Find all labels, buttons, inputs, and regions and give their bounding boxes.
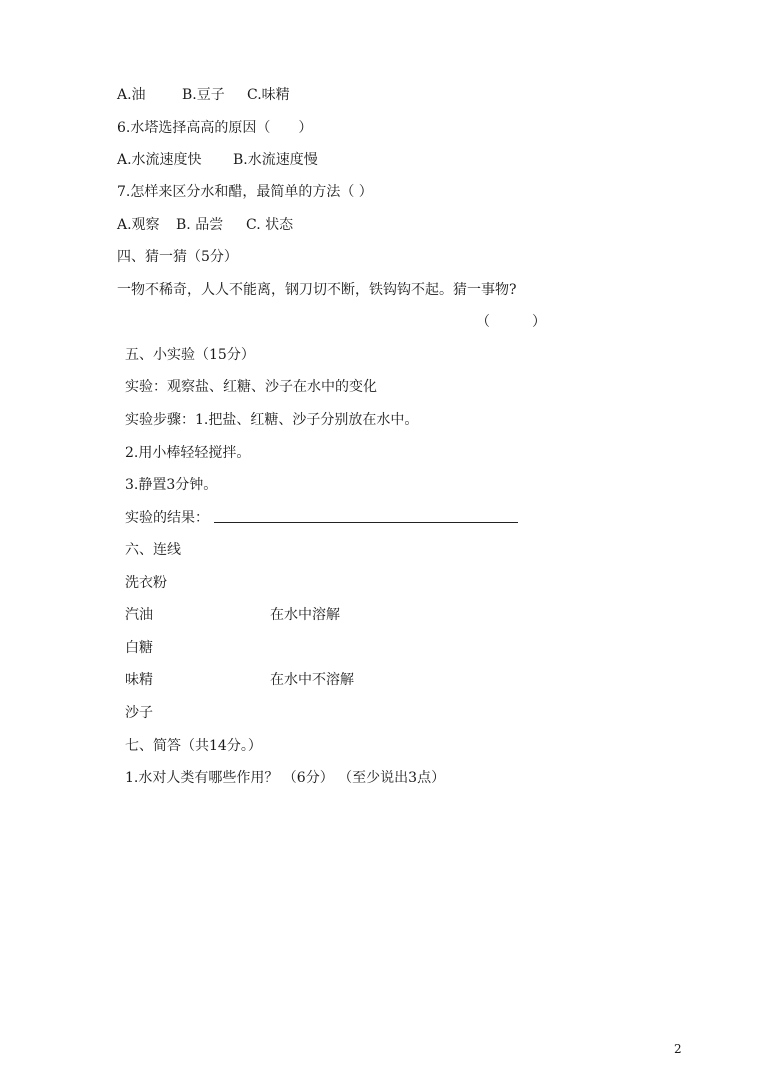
q6-option-a: A.水流速度快 xyxy=(117,152,202,168)
section5-step2: 2.用小棒轻轻搅拌。 xyxy=(125,445,251,461)
section5-step3: 3.静置3分钟。 xyxy=(125,477,218,493)
result-answer-line xyxy=(214,522,518,523)
section5-title: 五、小实验（15分） xyxy=(125,347,255,363)
match-left-item: 味精 xyxy=(125,672,153,688)
q6-option-b: B.水流速度慢 xyxy=(233,152,318,168)
section4-answer-blank: （ ） xyxy=(476,314,546,330)
match-right-item: 在水中溶解 xyxy=(270,607,340,623)
q6-options xyxy=(117,151,318,169)
section6-title: 六、连线 xyxy=(125,542,181,558)
q7-option-a: A.观察 xyxy=(117,217,160,233)
q7-options xyxy=(117,216,294,234)
section7-title: 七、简答（共14分。） xyxy=(125,738,262,754)
q7-option-b: B. 品尝 xyxy=(176,217,224,233)
match-left-item: 洗衣粉 xyxy=(125,575,167,591)
section4-riddle: 一物不稀奇，人人不能离，钢刀切不断，铁钩钩不起。猜一事物? xyxy=(117,282,517,298)
section4-title: 四、猜一猜（5分） xyxy=(117,249,238,265)
match-left-item: 白糖 xyxy=(125,640,153,656)
q5-options xyxy=(117,86,290,104)
q5-option-c: C.味精 xyxy=(247,87,290,103)
section5-result-label: 实验的结果： xyxy=(125,510,209,526)
match-left-item: 沙子 xyxy=(125,705,153,721)
match-left-item: 汽油 xyxy=(125,607,153,623)
q7-stem: 7.怎样来区分水和醋，最简单的方法（ ） xyxy=(117,184,373,200)
q5-option-a: A.油 xyxy=(117,87,146,103)
section5-step1: 实验步骤：1.把盐、红糖、沙子分别放在水中。 xyxy=(125,412,419,428)
section7-q1: 1.水对人类有哪些作用？ （6分） （至少说出3点） xyxy=(125,770,446,786)
q6-stem: 6.水塔选择高高的原因（ ） xyxy=(117,120,313,136)
section5-experiment: 实验：观察盐、红糖、沙子在水中的变化 xyxy=(125,379,377,395)
page-number: 2 xyxy=(674,1042,682,1056)
q7-option-c: C. 状态 xyxy=(246,217,294,233)
q5-option-b: B.豆子 xyxy=(182,87,225,103)
match-right-item: 在水中不溶解 xyxy=(270,672,354,688)
